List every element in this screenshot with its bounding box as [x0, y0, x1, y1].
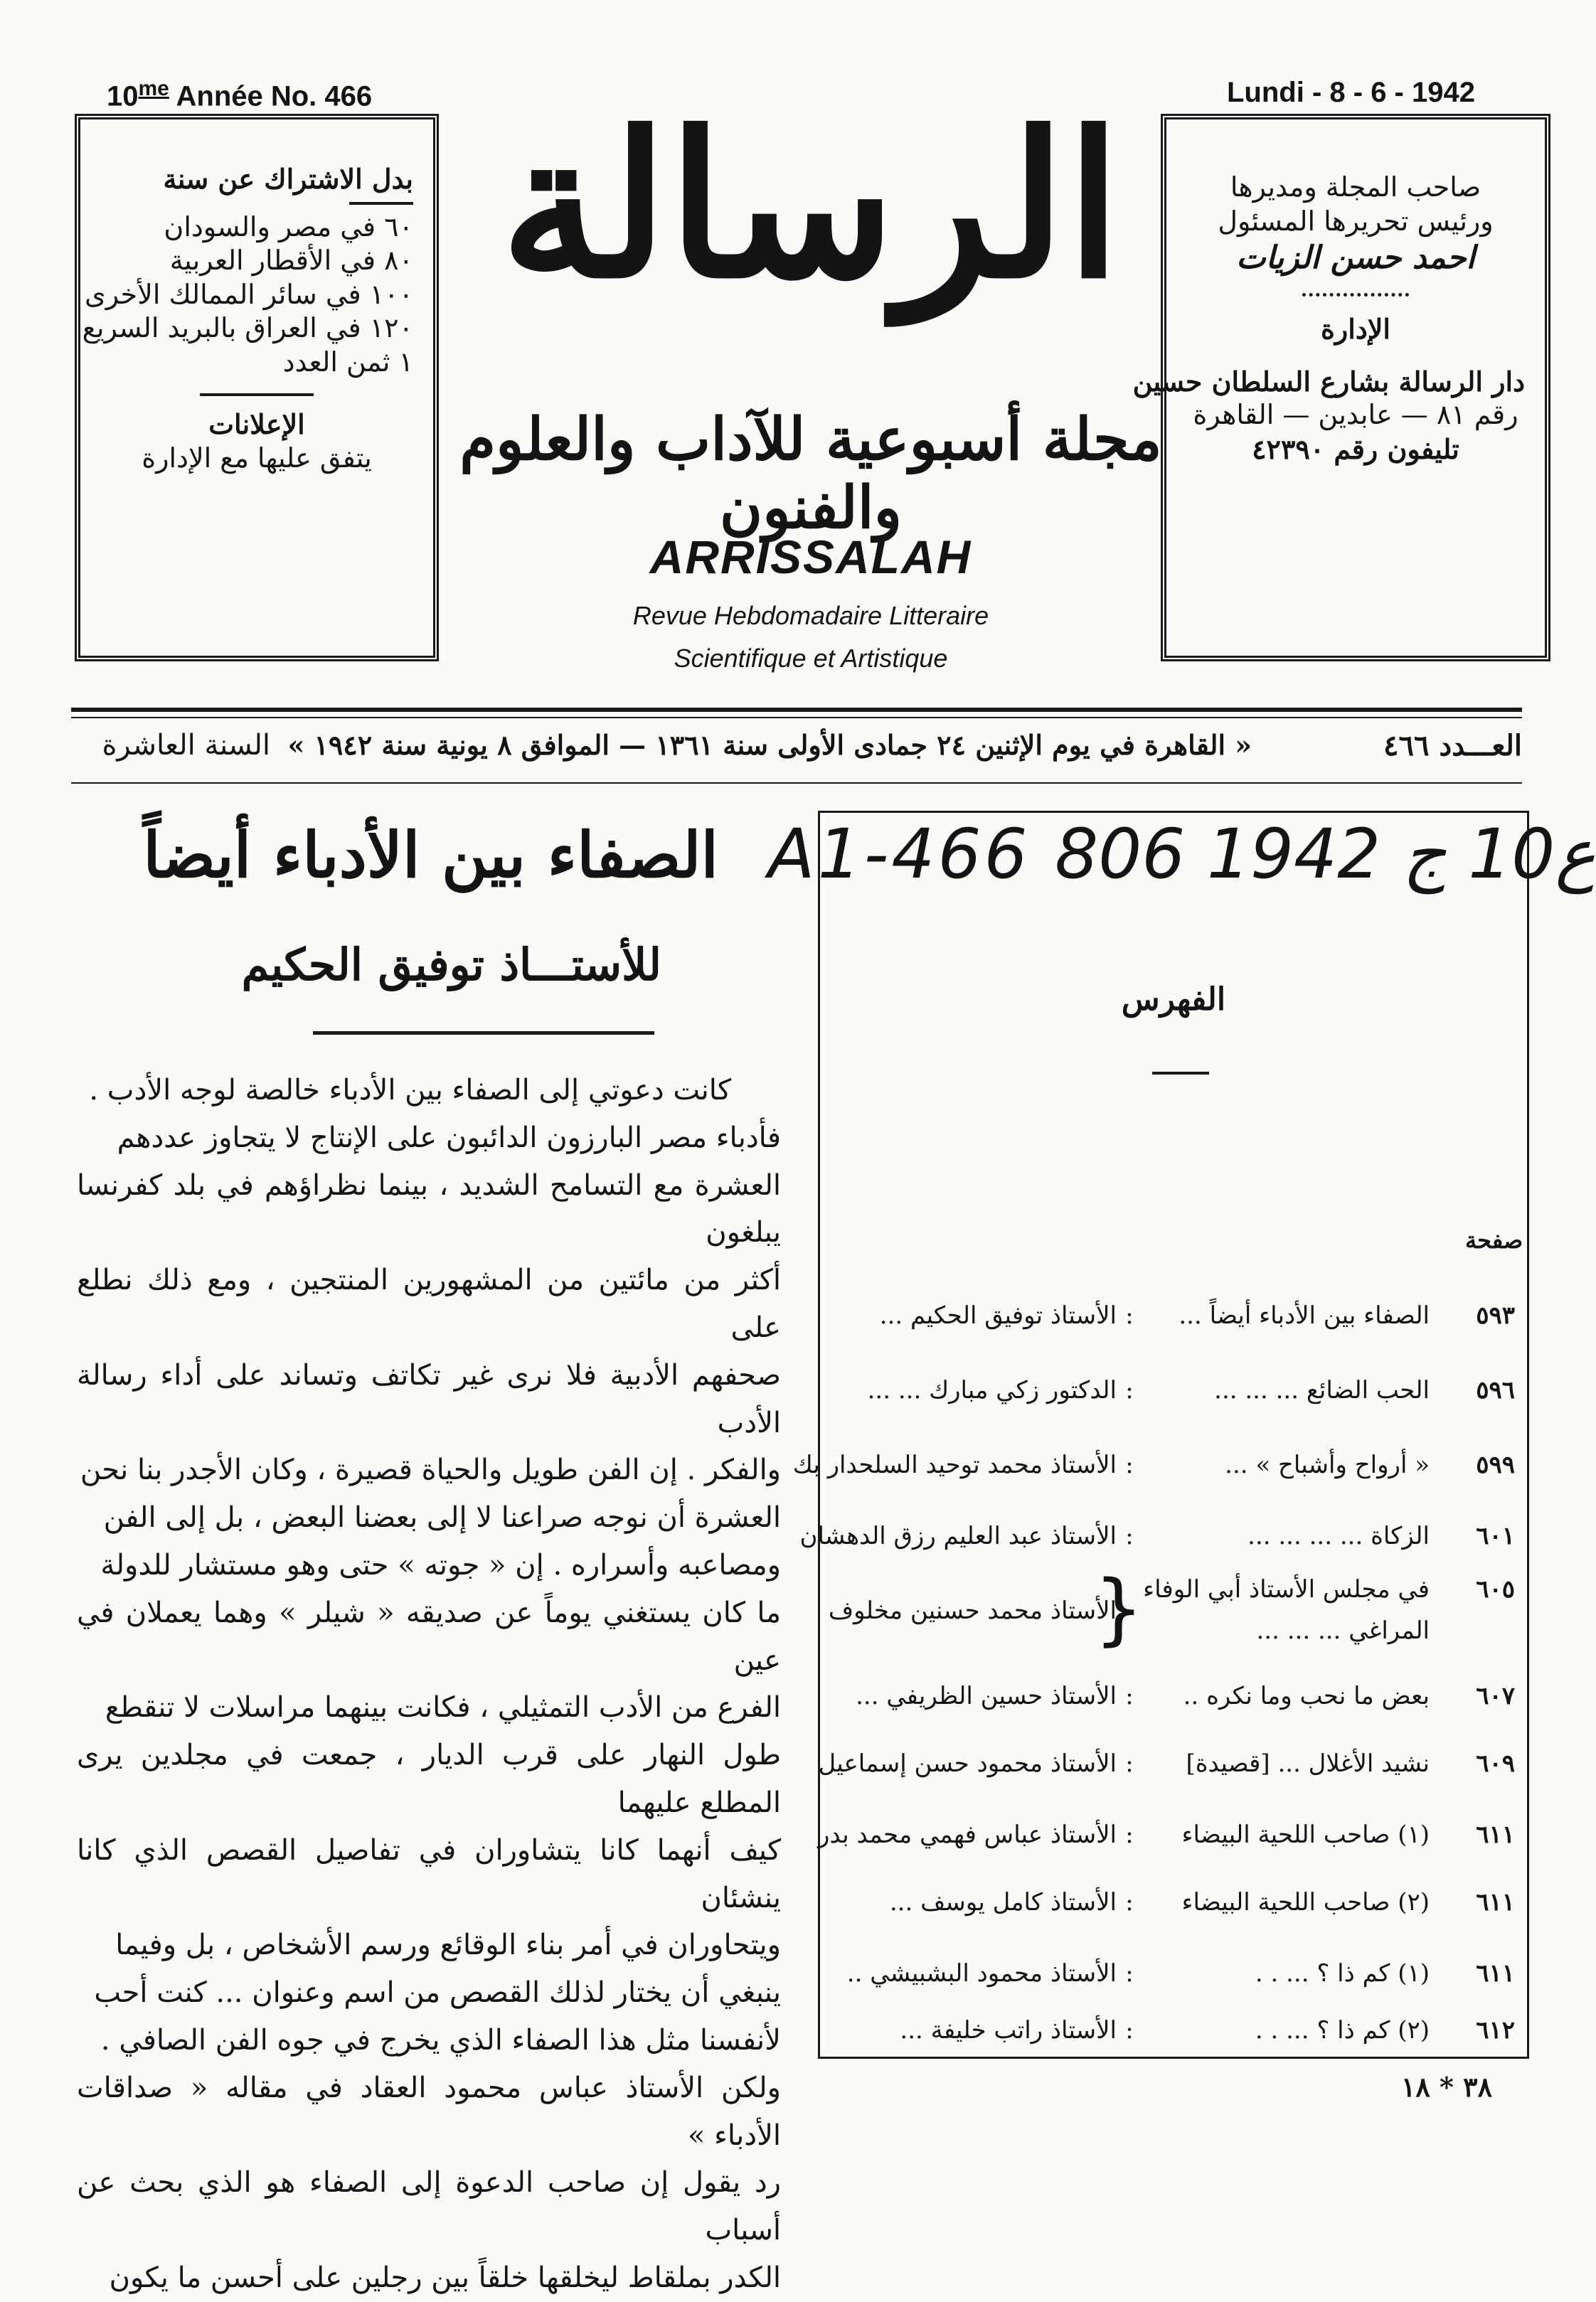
- article-line: الكدر بملقاط ليخلقها خلقاً بين رجلين على أحسن ما يكون: [109, 2261, 781, 2294]
- owner-box: [1132, 114, 1550, 661]
- toc-author: الأستاذ حسين الظريفي ...: [856, 1682, 1117, 1710]
- article-line: والفكر . إن الفن طويل والحياة قصيرة ، وكان الأجدر بنا نحن: [80, 1454, 781, 1487]
- toc-title: الزكاة ... ... ... ...: [1247, 1522, 1430, 1550]
- article-body: [77, 1067, 781, 2302]
- edition-text: Année No. 466: [176, 80, 373, 112]
- issue-rule-top: [71, 708, 1522, 712]
- issue-rule-bottom: [71, 782, 1522, 784]
- toc-divider: [1152, 1072, 1209, 1075]
- handwritten-note: A1-466 ع10 ج 1942 806: [768, 814, 1596, 894]
- toc-author: الأستاذ توفيق الحكيم ...: [879, 1301, 1117, 1330]
- subscription-line: ٨٠ في الأقطار العربية: [169, 245, 413, 276]
- article-line: الفرع من الأدب التمثيلي ، فكانت بينهما مراسلات لا تنقطع: [105, 1691, 781, 1725]
- toc-title: الحب الضائع ... ... ...: [1214, 1376, 1430, 1405]
- toc-title: في مجلس الأستاذ أبي الوفاء: [1143, 1575, 1430, 1604]
- issue-date: Lundi - 8 - 6 - 1942: [1227, 77, 1475, 108]
- toc-page: ٦٠٩: [1476, 1749, 1515, 1778]
- article-line: طول النهار على قرب الديار ، جمعت في مجلدين يرى المطلع عليهما: [77, 1739, 781, 1819]
- toc-entry: [828, 1563, 1515, 1661]
- toc-title: « أرواح وأشباح » ...: [1225, 1451, 1430, 1479]
- toc-page: ٥٩٣: [1476, 1301, 1515, 1330]
- toc-page: ٦٠٧: [1476, 1682, 1515, 1710]
- article-divider: [313, 1031, 654, 1035]
- masthead-latin-sub: Scientifique et Artistique: [674, 644, 948, 673]
- toc-title-continued: المراغي ... ... ...: [1256, 1616, 1430, 1645]
- toc-colon: :: [1125, 1821, 1134, 1849]
- edition-label: [107, 77, 372, 112]
- subscription-line: ٦٠ في مصر والسودان: [164, 211, 413, 243]
- toc-heading: الفهرس: [1121, 981, 1226, 1018]
- article-author: للأستـــاذ توفيق الحكيم: [241, 939, 661, 991]
- article-line: صحفهم الأدبية فلا نرى غير تكاتف وتساند على أداء رسالة الأدب: [77, 1358, 781, 1439]
- subscription-line: ١ ثمن العدد: [282, 346, 413, 378]
- toc-title: نشيد الأغلال ... [قصيدة]: [1186, 1749, 1430, 1778]
- toc-title: (١) صاحب اللحية البيضاء: [1181, 1821, 1430, 1849]
- article-line: العشرة أن نوجه صراعنا لا إلى بعضنا البعض ، بل إلى الفن: [103, 1501, 781, 1535]
- issue-rule-top: [71, 717, 1522, 718]
- toc-page: ٦٠٥: [1476, 1575, 1515, 1604]
- issue-number: العـــدد ٤٦٦: [1383, 729, 1522, 762]
- toc-author: الدكتور زكي مبارك ... ...: [867, 1376, 1117, 1405]
- toc-author: الأستاذ كامل يوسف ...: [889, 1888, 1117, 1917]
- admin-address: رقم ٨١ — عابدين — القاهرة: [1193, 399, 1518, 430]
- article-line: ومصاعبه وأسراره . إن « جوته » حتى وهو مستشار للدولة: [100, 1548, 781, 1582]
- toc-author: الأستاذ محمد حسنين مخلوف: [828, 1597, 1117, 1625]
- toc-page: ٥٩٦: [1476, 1376, 1515, 1405]
- subscription-line: ١٠٠ في سائر الممالك الأخرى: [84, 278, 413, 310]
- issue-year: السنة العاشرة: [102, 729, 270, 762]
- article-line: كيف أنهما كانا يتشاوران في تفاصيل القصص الذي كانا ينشئان: [77, 1833, 781, 1914]
- ads-rule: [200, 393, 314, 396]
- article-line: العشرة مع التسامح الشديد ، بينما نظراؤهم في بلد كفرنسا يبلغون: [77, 1168, 781, 1249]
- ads-heading: الإعلانات: [208, 408, 305, 440]
- toc-colon: :: [1125, 1749, 1134, 1778]
- masthead-latin: ARRISSALAH: [649, 531, 972, 583]
- toc-title: (١) كم ذا ؟ ... . .: [1255, 1959, 1430, 1988]
- toc-colon: :: [1125, 1301, 1134, 1330]
- toc-author: الأستاذ محمود حسن إسماعيل: [818, 1749, 1117, 1778]
- toc-page: ٦١١: [1476, 1959, 1515, 1988]
- toc-title: الصفاء بين الأدباء أيضاً ...: [1179, 1301, 1430, 1330]
- toc-colon: :: [1125, 1959, 1134, 1988]
- edition-number: 10: [107, 80, 139, 112]
- toc-page: ٦٠١: [1476, 1522, 1515, 1550]
- toc-author: الأستاذ عباس فهمي محمد بدر: [817, 1821, 1117, 1849]
- owner-rule: [1302, 293, 1409, 297]
- toc-author: الأستاذ محمد توحيد السلحدار بك: [792, 1451, 1117, 1479]
- owner-name: احمد حسن الزيات: [1236, 240, 1475, 276]
- toc-colon: :: [1125, 1682, 1134, 1710]
- edition-superscript: me: [138, 77, 169, 100]
- toc-author: الأستاذ عبد العليم رزق الدهشان: [799, 1522, 1117, 1550]
- toc-colon: :: [1125, 2016, 1134, 2045]
- admin-phone: تليفون رقم ٤٢٣٩٠: [1252, 432, 1459, 465]
- footer-code: ٣٨ * ١٨: [1401, 2071, 1492, 2103]
- toc-author: الأستاذ محمود البشبيشي ..: [846, 1959, 1117, 1988]
- toc-page-label: صفحة: [1465, 1227, 1523, 1254]
- article-line: فأدباء مصر البارزون الدائبون على الإنتاج لا يتجاوز عددهم: [117, 1121, 781, 1154]
- admin-heading: الإدارة: [1321, 313, 1390, 345]
- owner-line: صاحب المجلة ومديرها: [1230, 171, 1481, 203]
- article-line: ينبغي أن يختار لذلك القصص من اسم وعنوان ... كنت أحب: [94, 1976, 781, 2010]
- owner-line: ورئيس تحريرها المسئول: [1218, 205, 1494, 237]
- toc-brace: {: [1094, 1563, 1144, 1654]
- article-line: رد يقول إن صاحب الدعوة إلى الصفاء هو الذي بحث عن أسباب: [77, 2166, 781, 2247]
- toc-title: (٢) صاحب اللحية البيضاء: [1181, 1888, 1430, 1917]
- ads-text: يتفق عليها مع الإدارة: [142, 442, 372, 474]
- issue-date-line: « القاهرة في يوم الإثنين ٢٤ جمادى الأولى سنة ١٣٦١ — الموافق ٨ يونية سنة ١٩٤٢ »: [287, 729, 1252, 761]
- toc-page: ٦١١: [1476, 1888, 1515, 1917]
- masthead-latin-sub: Revue Hebdomadaire Litteraire: [632, 601, 989, 630]
- toc-title: (٢) كم ذا ؟ ... . .: [1255, 2016, 1430, 2045]
- toc-page: ٦١١: [1476, 1821, 1515, 1849]
- subscription-heading: بدل الاشتراك عن سنة: [163, 163, 413, 195]
- article-line: أكثر من مائتين من المشهورين المنتجين ، ومع ذلك نطلع على: [77, 1264, 781, 1344]
- toc-page: ٦١٢: [1476, 2016, 1515, 2045]
- article-line: ولكن الأستاذ عباس محمود العقاد في مقاله « صداقات الأدباء »: [77, 2071, 781, 2152]
- masthead-title: الرسالة: [500, 89, 1122, 323]
- toc-title: بعض ما نحب وما نكره ..: [1183, 1682, 1430, 1710]
- toc-page: ٥٩٩: [1476, 1451, 1515, 1479]
- subscription-line: ١٢٠ في العراق بالبريد السريع: [82, 312, 413, 343]
- article-title: الصفاء بين الأدباء أيضاً: [143, 818, 718, 892]
- subscription-rule: [349, 202, 413, 205]
- toc-colon: :: [1125, 1451, 1134, 1479]
- masthead-subtitle: مجلة أسبوعية للآداب والعلوم والفنون: [459, 405, 1162, 542]
- toc-colon: :: [1125, 1522, 1134, 1550]
- subscription-box: [75, 114, 439, 661]
- article-line: لأنفسنا مثل هذا الصفاء الذي يخرج في جوه الفن الصافي .: [100, 2023, 781, 2057]
- toc-colon: :: [1125, 1888, 1134, 1917]
- toc-colon: :: [1125, 1376, 1134, 1405]
- article-line: ويتحاوران في أمر بناء الوقائع ورسم الأشخاص ، بل وفيما: [115, 1929, 781, 1962]
- admin-address: دار الرسالة بشارع السلطان حسين: [1132, 365, 1525, 398]
- article-line: كانت دعوتي إلى الصفاء بين الأدباء خالصة لوجه الأدب .: [89, 1074, 731, 1107]
- toc-author: الأستاذ راتب خليفة ...: [900, 2016, 1117, 2045]
- article-line: ما كان يستغني يوماً عن صديقه « شيلر » وهما يعملان في عين: [77, 1596, 781, 1677]
